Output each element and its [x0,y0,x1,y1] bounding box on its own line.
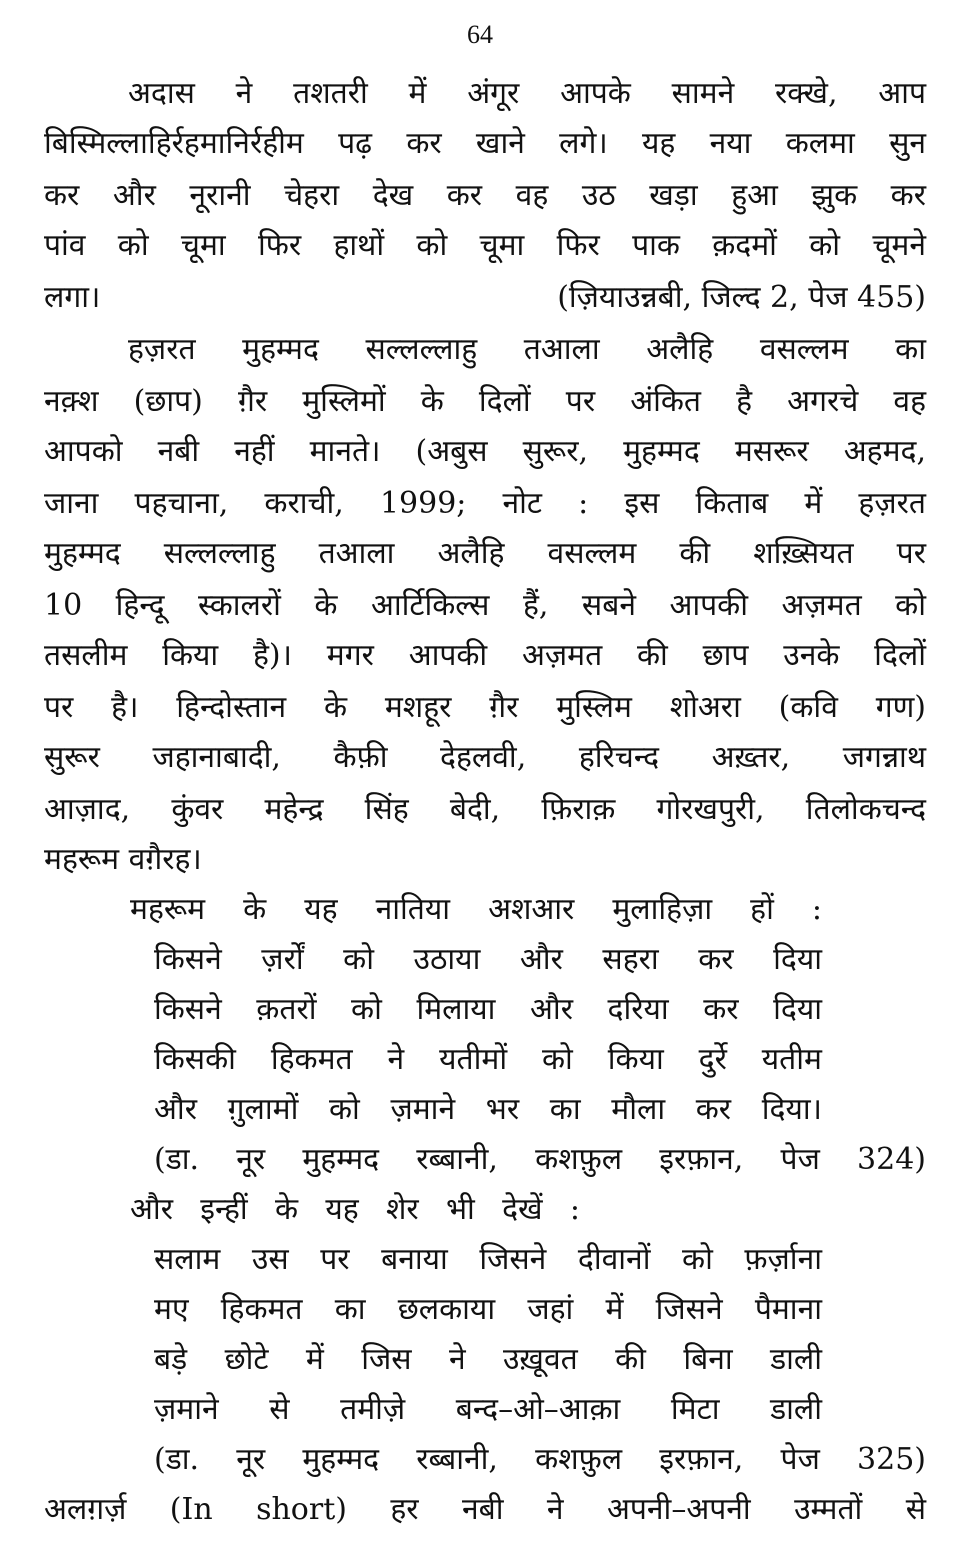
verse-2-line-2: मए हिकमत का छलकाया जहां में जिसने पैमाना [154,1292,822,1327]
paragraph-2-line-6: 10 हिन्दू स्कालरों के आर्टिकिल्स हैं, सबने आपकी अज़मत को [44,588,926,623]
closing-line: अलग़र्ज़ (In short) हर नबी ने अपनी–अपनी उम्मतों से [44,1492,926,1527]
paragraph-1-line-2: बिस्मिल्लाहिर्रहमानिर्रहीम पढ़ कर खाने लगे। यह नया कलमा सुन [44,126,926,161]
verse-2-intro: और इन्हीं के यह शेर भी देखें : [130,1192,580,1227]
paragraph-1-citation: (ज़ियाउन्नबी, जिल्द 2, पेज 455) [557,280,926,315]
paragraph-2-line-3: आपको नबी नहीं मानते। (अबुस सुरूर, मुहम्मद मसरूर अहमद, [44,434,926,469]
paragraph-1-line-5 [44,278,926,318]
verse-2-line-1: सलाम उस पर बनाया जिसने दीवानों को फ़र्ज़ाना [154,1242,822,1277]
verse-1-line-3: किसकी हिकमत ने यतीमों को किया दुर्रे यतीम [154,1042,822,1077]
verse-2-citation: (डा. नूर मुहम्मद रब्बानी, कशफ़ुल इरफ़ान, पेज 325) [154,1442,926,1477]
verse-2-line-4: ज़माने से तमीज़े बन्द–ओ–आक़ा मिटा डाली [154,1392,822,1427]
paragraph-1-line-4: पांव को चूमा फिर हाथों को चूमा फिर पाक क़दमों को चूमने [44,228,926,263]
verse-1-citation: (डा. नूर मुहम्मद रब्बानी, कशफ़ुल इरफ़ान, पेज 324) [154,1142,926,1177]
paragraph-2-line-9: सुरूर जहानाबादी, कैफ़ी देहलवी, हरिचन्द अख़्तर, जगन्नाथ [44,740,926,775]
paragraph-2-line-4: जाना पहचाना, कराची, 1999; नोट : इस किताब में हज़रत [44,486,926,521]
verse-1-intro: महरूम के यह नातिया अशआर मुलाहिज़ा हों : [130,892,822,927]
page-number: 64 [467,20,493,49]
paragraph-1-last-line: लगा। [44,280,101,315]
paragraph-1-line-1: अदास ने तशतरी में अंगूर आपके सामने रक्खे, आप [128,76,926,111]
verse-1-line-2: किसने क़तरों को मिलाया और दरिया कर दिया [154,992,822,1027]
paragraph-2-last-line: महरूम वग़ैरह। [44,842,202,877]
paragraph-2-line-1: हज़रत मुहम्मद सल्लल्लाहु तआला अलैहि वसल्लम का [128,332,926,367]
verse-1-line-1: किसने ज़र्रों को उठाया और सहरा कर दिया [154,942,822,977]
paragraph-2-line-2: नक़्श (छाप) ग़ैर मुस्लिमों के दिलों पर अंकित है अगरचे वह [44,384,926,419]
paragraph-2-line-7: तसलीम किया है)। मगर आपकी अज़मत की छाप उनके दिलों [44,638,926,673]
verse-2-line-3: बड़े छोटे में जिस ने उख़ूवत की बिना डाली [154,1342,822,1377]
paragraph-2-line-8: पर है। हिन्दोस्तान के मशहूर ग़ैर मुस्लिम शोअरा (कवि गण) [44,690,926,725]
verse-1-line-4: और ग़ुलामों को ज़माने भर का मौला कर दिया। [154,1092,822,1127]
paragraph-2-line-5: मुहम्मद सल्लल्लाहु तआला अलैहि वसल्लम की शख़्सियत पर [44,536,926,571]
paragraph-1-line-3: कर और नूरानी चेहरा देख कर वह उठ खड़ा हुआ झुक कर [44,178,926,213]
paragraph-2-line-10: आज़ाद, कुंवर महेन्द्र सिंह बेदी, फ़िराक़ गोरखपुरी, तिलोकचन्द [44,792,926,827]
